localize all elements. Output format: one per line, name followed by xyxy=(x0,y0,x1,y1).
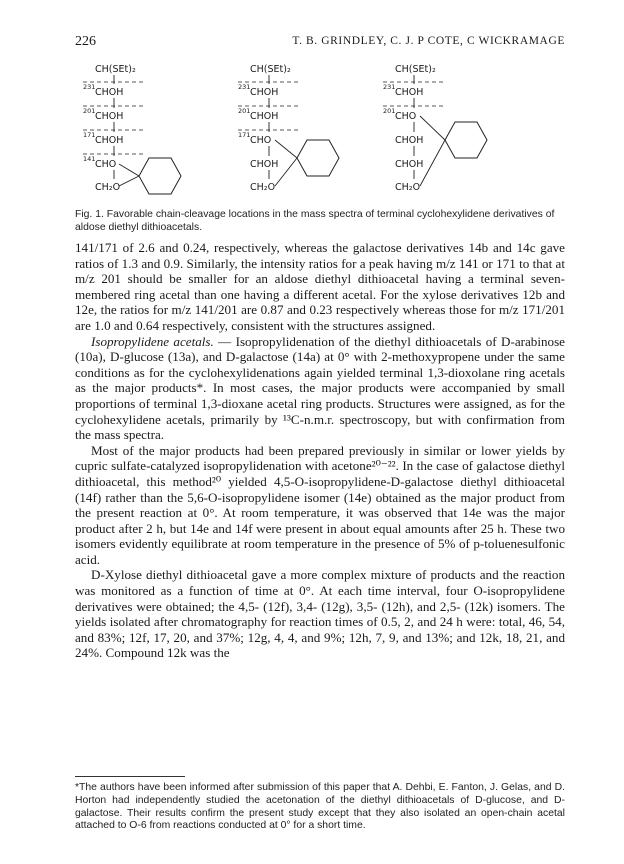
s1-label-4: CHO xyxy=(95,159,117,170)
s3-label-1: CHOH xyxy=(395,87,424,98)
s1-cleave-201: 201 xyxy=(83,107,96,115)
s1-cyclohexane-ring xyxy=(139,158,181,194)
s2-label-5: CH₂O xyxy=(250,182,276,193)
s3-label-5: CH₂O xyxy=(395,182,421,193)
body-text xyxy=(75,240,565,661)
page-header xyxy=(75,34,565,50)
paragraph-3: Most of the major products had been prepared previously in similar or lower yields by cupric sulfate-catalyzed isopropylidenation with acetone²⁰⁻²². In the case of galactose diethyl dithioacetal, this method²⁰ yielded 4,5-O-isopropylidene-D-galactose diethyl dithioacetal (14f) rather than the 5,6-O-isopropylidene isomer (14e) obtained as the major product from the present reaction at 0°. At room temperature, it was observed that 14e was the major product after 2 h, but 14e and 14f were present in about equal amounts after 25 h. These two isomers evidently equilibrate at room temperature in the presence of 5% of p-toluenesulfonic acid. xyxy=(75,442,565,567)
page-number: 226 xyxy=(75,34,96,49)
s3-label-0: CH(SEt)₂ xyxy=(395,64,436,75)
figure-1 xyxy=(75,58,565,208)
structure-3 xyxy=(383,64,487,193)
s1-label-0: CH(SEt)₂ xyxy=(95,64,136,75)
s2-cleave-201: 201 xyxy=(238,107,251,115)
s2-cyclohexane-ring xyxy=(297,140,339,176)
s2-label-3: CHO xyxy=(250,135,272,146)
s1-label-3: CHOH xyxy=(95,135,124,146)
s1-cleave-141: 141 xyxy=(83,155,96,163)
structure-diagram xyxy=(75,58,565,208)
s2-label-4: CHOH xyxy=(250,159,279,170)
s2-cleave-171: 171 xyxy=(238,131,251,139)
section-heading-isopropylidene: Isopropylidene acetals. xyxy=(91,333,214,349)
s2-cleave-231: 231 xyxy=(238,83,251,91)
s1-label-1: CHOH xyxy=(95,87,124,98)
s1-cleave-231: 231 xyxy=(83,83,96,91)
paragraph-4: D-Xylose diethyl dithioacetal gave a more complex mixture of products and the reaction was monitored as a function of time at 0°. At each time interval, four O-isopropylidene derivatives were obtained; the 4,5- (12f), 3,4- (12g), 3,5- (12h), and 2,5- (12k) isomers. The yields isolated after chromatography for reaction times of 0.5, 2, and 24 h were: total, 46, 54, and 83%; 12f, 17, 20, and 37%; 12g, 4, 4, and 9%; 12h, 7, 9, and 13%; and 12k, 18, 21, and 24%. Compound 12k was the xyxy=(75,567,565,661)
s1-cleave-171: 171 xyxy=(83,131,96,139)
s3-label-2: CHO xyxy=(395,111,417,122)
s3-cleave-231: 231 xyxy=(383,83,396,91)
structure-1 xyxy=(83,64,181,194)
s1-label-2: CHOH xyxy=(95,111,124,122)
s3-cyclohexane-ring xyxy=(445,122,487,158)
s2-label-0: CH(SEt)₂ xyxy=(250,64,291,75)
paragraph-2-text: — Isopropylidenation of the diethyl dithioacetals of D-arabinose (10a), D-glucose (13a), and D-galactose (14a) at 0° with 2-methoxypropene under the same conditions as for the cyclohexylidenations again yielded terminal 1,3-dioxolane ring acetals as the major products*. In most cases, the major products were accompanied by small proportions of terminal 1,3-dioxane acetal ring products. Structures were assigned, as for the cyclohexylidene acetals, primarily by ¹³C-n.m.r. spectroscopy, but with confirmation from the mass spectra. xyxy=(75,333,565,443)
s3-label-4: CHOH xyxy=(395,159,424,170)
running-head: T. B. GRINDLEY, C. J. P COTE, C WICKRAMAGE xyxy=(292,35,565,47)
s2-label-2: CHOH xyxy=(250,111,279,122)
footnote-rule xyxy=(75,776,185,777)
paragraph-2 xyxy=(75,334,565,443)
s1-label-5: CH₂O xyxy=(95,182,121,193)
s3-cleave-201: 201 xyxy=(383,107,396,115)
paragraph-1: 141/171 of 2.6 and 0.24, respectively, whereas the galactose derivatives 14b and 14c gave ratios of 1.3 and 0.9. Similarly, the intensity ratios for a peak having m/z 141 or 171 to that at m/z 201 should be smaller for an aldose diethyl dithioacetal having a terminal seven-membered ring acetal than one having a different acetal. For the xylose derivatives 12b and 12e, the ratios for m/z 141/201 are 0.87 and 0.23 respectively whereas those for m/z 171/201 are 1.0 and 0.64 respectively, consistent with the structures assigned. xyxy=(75,240,565,333)
s3-label-3: CHOH xyxy=(395,135,424,146)
structure-2 xyxy=(238,64,339,193)
figure-caption: Fig. 1. Favorable chain-cleavage locations in the mass spectra of terminal cyclohexylidene derivatives of aldose diethyl dithioacetals. xyxy=(75,209,555,233)
footnote: *The authors have been informed after submission of this paper that A. Dehbi, E. Fanton, J. Gelas, and D. Horton had independently studied the acetonation of the diethyl dithioacetals of D-glucose, and D-galactose. Their results confirm the present study except that they also isolated an open-chain acetal attached to O-6 from reactions conducted at 0° for a short time. xyxy=(75,782,565,832)
s2-label-1: CHOH xyxy=(250,87,279,98)
